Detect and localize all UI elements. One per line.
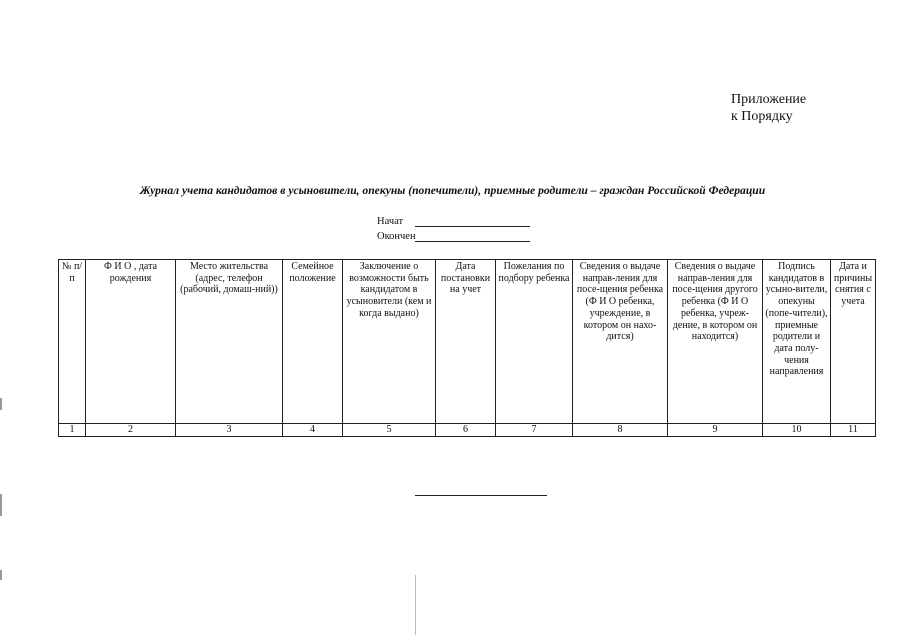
column-number-10: 10 xyxy=(763,424,831,437)
header-cell-8: Сведения о выдаче направ-ления для посе-щения ребенка (Ф И О ребенка, учреждение, в котором он нахо-дится) xyxy=(573,260,668,424)
column-number-7: 7 xyxy=(496,424,573,437)
column-number-8: 8 xyxy=(573,424,668,437)
started-label: Начат xyxy=(377,216,404,227)
ended-label: Окончен xyxy=(377,231,416,242)
scan-edge-mark xyxy=(0,494,2,516)
header-cell-5: Заключение о возможности быть кандидатом в усыновители (кем и когда выдано) xyxy=(343,260,436,424)
header-cell-11: Дата и причины снятия с учета xyxy=(831,260,876,424)
appendix-line-1: Приложение xyxy=(731,92,807,107)
header-cell-10: Подпись кандидатов в усыно-вители, опекуны (попе-чители), приемные родители и дата полу-чения направления xyxy=(763,260,831,424)
column-number-6: 6 xyxy=(436,424,496,437)
appendix-caption xyxy=(731,91,806,125)
ended-row xyxy=(377,227,530,242)
document-title: Журнал учета кандидатов в усыновители, опекуны (попечители), приемные родители – граждан Российской Федерации xyxy=(139,184,766,197)
scan-edge-mark xyxy=(0,570,2,580)
column-number-4: 4 xyxy=(283,424,343,437)
column-number-3: 3 xyxy=(176,424,283,437)
appendix-line-2: к Порядку xyxy=(731,109,793,124)
journal-table xyxy=(58,259,876,437)
journal-dates xyxy=(377,212,530,242)
page-fold-line xyxy=(415,575,416,635)
column-number-1: 1 xyxy=(59,424,86,437)
header-cell-3: Место жительства (адрес, телефон (рабочий, домаш-ний)) xyxy=(176,260,283,424)
header-cell-1: № п/п xyxy=(59,260,86,424)
header-cell-7: Пожелания по подбору ребенка xyxy=(496,260,573,424)
ended-line xyxy=(415,231,530,242)
column-number-row xyxy=(59,424,876,437)
column-number-9: 9 xyxy=(668,424,763,437)
signature-line xyxy=(415,495,547,496)
column-number-2: 2 xyxy=(86,424,176,437)
column-number-5: 5 xyxy=(343,424,436,437)
header-cell-6: Дата постановки на учет xyxy=(436,260,496,424)
header-row xyxy=(59,260,876,424)
started-row xyxy=(377,212,530,227)
header-cell-2: Ф И О , дата рождения xyxy=(86,260,176,424)
column-number-11: 11 xyxy=(831,424,876,437)
header-cell-9: Сведения о выдаче направ-ления для посе-щения другого ребенка (Ф И О ребенка, учреж-дение, в котором он находится) xyxy=(668,260,763,424)
scan-edge-mark xyxy=(0,398,2,410)
header-cell-4: Семейное положение xyxy=(283,260,343,424)
started-line xyxy=(415,216,530,227)
